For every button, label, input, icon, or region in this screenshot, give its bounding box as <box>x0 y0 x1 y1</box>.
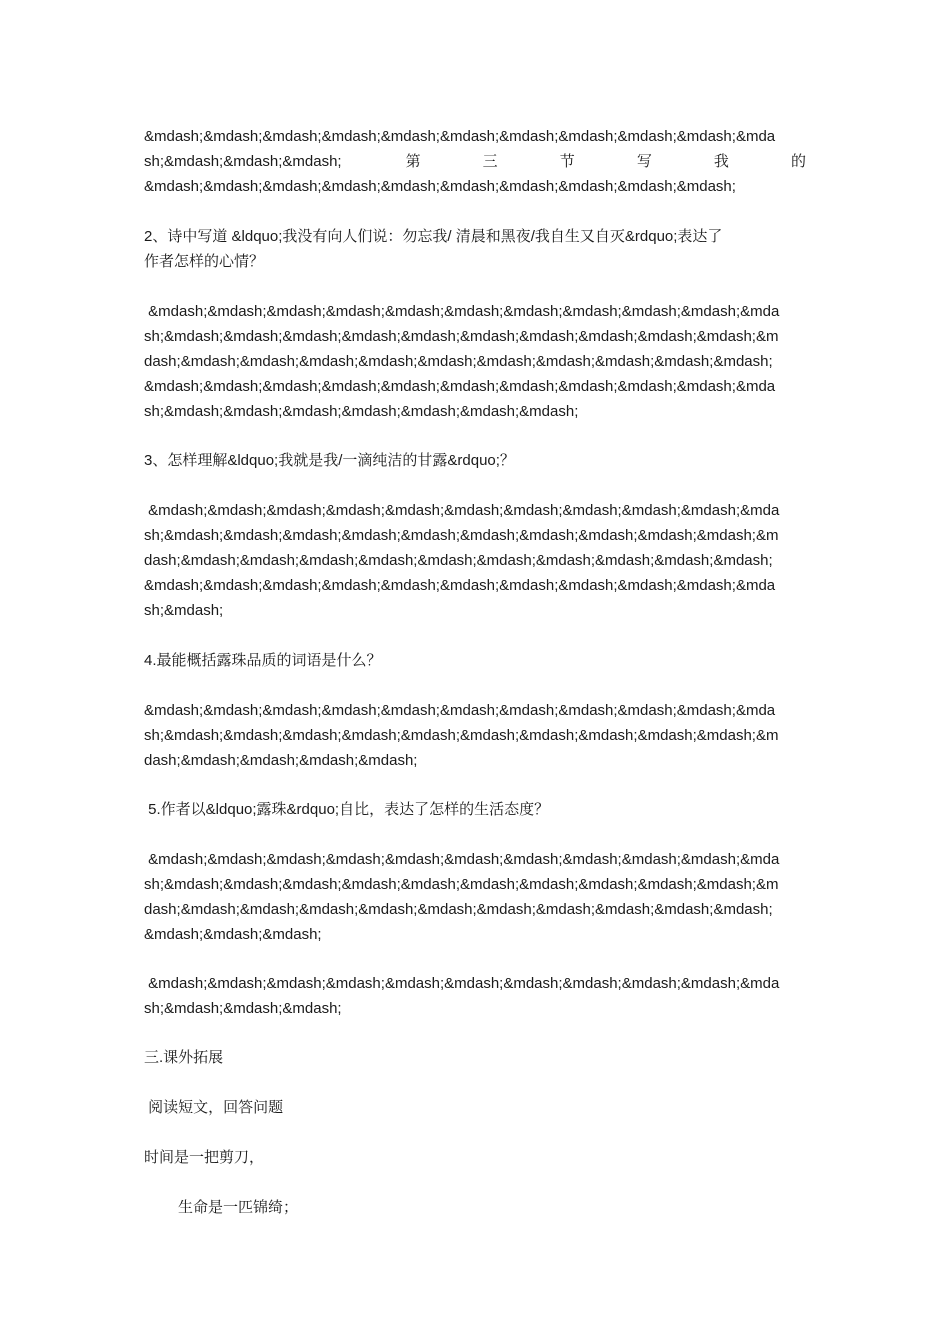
question-2: 2、诗中写道 &ldquo;我没有向人们说：勿忘我/ 清晨和黑夜/我自生又自灭&rdquo;表达了 <box>144 228 723 245</box>
word: 节 <box>559 153 575 170</box>
answer-line: dash;&mdash;&mdash;&mdash;&mdash;&mdash;&mdash;&mdash;&mdash;&mdash;&mdash; <box>144 901 773 918</box>
answer-line: dash;&mdash;&mdash;&mdash;&mdash; <box>144 752 418 769</box>
question-4: 4.最能概括露珠品质的词语是什么？ <box>144 652 382 669</box>
answer-line: &mdash;&mdash;&mdash;&mdash;&mdash;&mdash;&mdash;&mdash;&mdash;&mdash;&mda <box>144 702 776 719</box>
answer-line: dash;&mdash;&mdash;&mdash;&mdash;&mdash;&mdash;&mdash;&mdash;&mdash;&mdash; <box>144 552 773 569</box>
answer-line: &mdash;&mdash;&mdash;&mdash;&mdash;&mdash;&mdash;&mdash;&mdash;&mdash; <box>144 178 736 195</box>
answer-fragment: sh;&mdash;&mdash;&mdash; <box>144 153 342 170</box>
answer-line: sh;&mdash;&mdash;&mdash; <box>144 1000 342 1017</box>
answer-line: &mdash;&mdash;&mdash;&mdash;&mdash;&mdash;&mdash;&mdash;&mdash;&mdash;&mda <box>144 378 776 395</box>
question-3: 3、怎样理解&ldquo;我就是我/一滴纯洁的甘露&rdquo;？ <box>144 452 515 469</box>
answer-line: dash;&mdash;&mdash;&mdash;&mdash;&mdash;&mdash;&mdash;&mdash;&mdash;&mdash; <box>144 353 773 370</box>
answer-line: &mdash;&mdash;&mdash;&mdash;&mdash;&mdash;&mdash;&mdash;&mdash;&mdash;&mda <box>144 975 780 992</box>
answer-line: sh;&mdash;&mdash;&mdash;&mdash;&mdash;&mdash;&mdash; <box>144 403 579 420</box>
answer-line: sh;&mdash;&mdash;&mdash;&mdash;&mdash;&mdash;&mdash;&mdash;&mdash;&mdash;&m <box>144 328 779 345</box>
answer-line: &mdash;&mdash;&mdash;&mdash;&mdash;&mdash;&mdash;&mdash;&mdash;&mdash;&mda <box>144 128 776 145</box>
word: 的 <box>790 153 806 170</box>
word: 写 <box>636 153 652 170</box>
answer-line: sh;&mdash; <box>144 602 224 619</box>
answer-line: &mdash;&mdash;&mdash;&mdash;&mdash;&mdash;&mdash;&mdash;&mdash;&mdash;&mda <box>144 502 780 519</box>
answer-line: sh;&mdash;&mdash;&mdash;&mdash;&mdash;&mdash;&mdash;&mdash;&mdash;&mdash;&m <box>144 727 779 744</box>
answer-line <box>144 149 806 174</box>
answer-line: &mdash;&mdash;&mdash;&mdash;&mdash;&mdash;&mdash;&mdash;&mdash;&mdash;&mda <box>144 851 780 868</box>
answer-line: &mdash;&mdash;&mdash;&mdash;&mdash;&mdash;&mdash;&mdash;&mdash;&mdash;&mda <box>144 303 780 320</box>
answer-line: sh;&mdash;&mdash;&mdash;&mdash;&mdash;&mdash;&mdash;&mdash;&mdash;&mdash;&m <box>144 876 779 893</box>
answer-line: sh;&mdash;&mdash;&mdash;&mdash;&mdash;&mdash;&mdash;&mdash;&mdash;&mdash;&m <box>144 527 779 544</box>
word: 三 <box>482 153 498 170</box>
word: 我 <box>713 153 729 170</box>
poem-line: 时间是一把剪刀， <box>144 1149 265 1166</box>
answer-line: &mdash;&mdash;&mdash; <box>144 926 322 943</box>
word: 第 <box>405 153 421 170</box>
question-5: 5.作者以&ldquo;露珠&rdquo;自比，表达了怎样的生活态度？ <box>144 801 550 818</box>
instruction: 阅读短文，回答问题 <box>144 1099 284 1116</box>
poem-line: 生命是一匹锦绮； <box>178 1199 299 1216</box>
question-2-cont: 作者怎样的心情？ <box>144 253 265 270</box>
section-heading: 三.课外拓展 <box>144 1049 224 1066</box>
answer-line: &mdash;&mdash;&mdash;&mdash;&mdash;&mdash;&mdash;&mdash;&mdash;&mdash;&mda <box>144 577 776 594</box>
